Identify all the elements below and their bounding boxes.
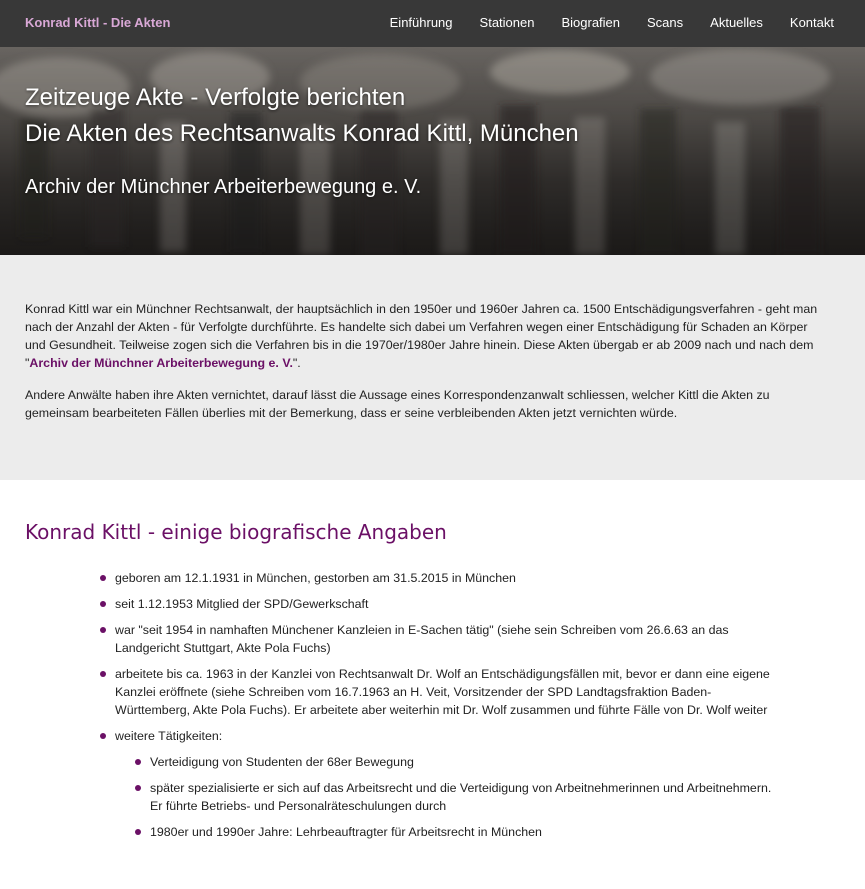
bio-list-item: arbeitete bis ca. 1963 in der Kanzlei von Rechtsanwalt Dr. Wolf an Entschädigungsfällen mit, bevor er dann eine eigene Kanzlei eröffnete (siehe Schreiben vom 16.7.1963 an H. Veit, Vorsitzender der SPD Landtagsfraktion Baden-Württemberg, Akte Pola Fuchs). Er arbeitete aber weiterhin mit Dr. Wolf zusammen und führte Fälle von Dr. Wolf weiter <box>100 665 780 719</box>
nav-link-aktuelles[interactable]: Aktuelles <box>710 15 763 30</box>
intro-paragraph-2: Andere Anwälte haben ihre Akten vernichtet, darauf lässt die Aussage eines Korrespondenzanwalt schliessen, welcher Kittl die Akten zu gemeinsam bearbeiteten Fällen überlies mit der Bemerkung, dass er seine verbleibenden Akten jetzt vernichten würde. <box>25 388 770 420</box>
activities-label: weitere Tätigkeiten: <box>115 729 223 743</box>
archive-link[interactable]: Archiv der Münchner Arbeiterbewegung e. V. <box>29 356 293 370</box>
nav-link-biografien[interactable]: Biografien <box>561 15 621 30</box>
nav-link-einfuehrung[interactable]: Einführung <box>389 15 453 30</box>
activity-item: 1980er und 1990er Jahre: Lehrbeauftragter für Arbeitsrecht in München <box>135 823 780 841</box>
bio-list <box>100 569 780 849</box>
activities-sublist <box>115 753 780 841</box>
nav-link-kontakt[interactable]: Kontakt <box>789 15 834 30</box>
intro-paragraph-1-text: Konrad Kittl war ein Münchner Rechtsanwalt, der hauptsächlich in den 1950er und 1960er Jahren ca. 1500 Entschädigungsverfahren - geht man nach der Anzahl der Akten - für Verfolgte durchführte. Es handelte sich dabei um Verfahren wegen einer Entschädigung für Schaden an Körper und Gesundheit. Teilweise zogen sich die Verfahren bis in die 1970er/1980er Jahre hinein. Diese Akten übergab er ab 2009 nach und nach dem " <box>25 302 818 370</box>
main-nav <box>390 15 834 30</box>
hero-title-line-2: Die Akten des Rechtsanwalts Konrad Kittl, München <box>25 120 579 147</box>
top-navbar <box>0 0 865 47</box>
hero-background-photo <box>0 47 865 255</box>
bio-list-item: geboren am 12.1.1931 in München, gestorben am 31.5.2015 in München <box>100 569 780 587</box>
intro-section <box>0 255 865 480</box>
activity-item: später spezialisierte er sich auf das Arbeitsrecht und die Verteidigung von Arbeitnehmerinnen und Arbeitnehmern. Er führte Betriebs- und Personalräteschulungen durch <box>135 779 780 815</box>
hero-title-line-1: Zeitzeuge Akte - Verfolgte berichten <box>25 84 406 111</box>
bio-list-item: war "seit 1954 in namhaften Münchener Kanzleien in E-Sachen tätig" (siehe sein Schreiben vom 26.6.63 an das Landgericht Stuttgart, Akte Pola Fuchs) <box>100 621 780 657</box>
intro-paragraph-1-end: ". <box>292 356 301 370</box>
nav-link-stationen[interactable]: Stationen <box>479 15 535 30</box>
bio-heading: Konrad Kittl - einige biografische Angaben <box>25 520 447 544</box>
bio-list-item-activities <box>100 727 780 841</box>
activity-item: Verteidigung von Studenten der 68er Bewegung <box>135 753 780 771</box>
nav-link-scans[interactable]: Scans <box>647 15 684 30</box>
bio-list-item: seit 1.12.1953 Mitglied der SPD/Gewerkschaft <box>100 595 780 613</box>
intro-paragraph-1 <box>25 300 825 372</box>
brand-link[interactable]: Konrad Kittl - Die Akten <box>25 15 171 30</box>
hero-banner <box>0 47 865 255</box>
hero-subtitle: Archiv der Münchner Arbeiterbewegung e. V. <box>25 176 422 198</box>
